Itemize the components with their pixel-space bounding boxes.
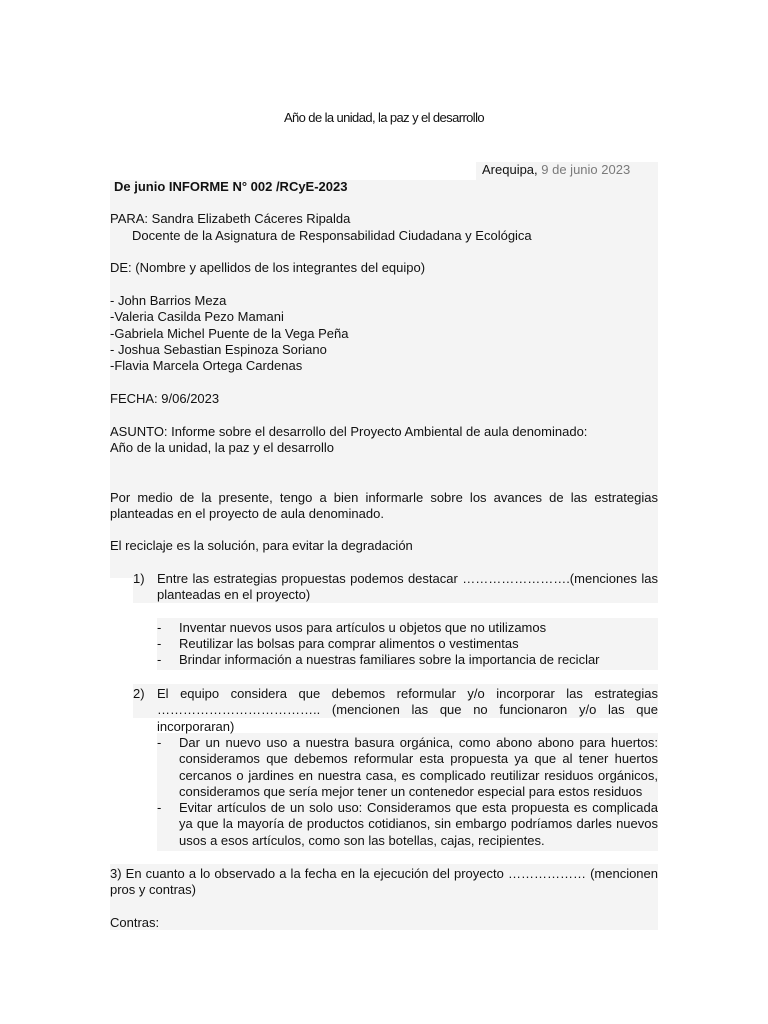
bullet-dash: - <box>157 652 162 667</box>
para-line: PARA: Sandra Elizabeth Cáceres Ripalda <box>110 211 351 226</box>
date: 9 de junio 2023 <box>541 162 631 177</box>
asunto-line: ASUNTO: Informe sobre el desarrollo del Proyecto Ambiental de aula denominado: <box>110 424 588 439</box>
item1-text: Entre las estrategias propuestas podemos destacar …………………….(menciones las planteadas en el proyecto) <box>157 571 658 603</box>
item3-text: 3) En cuanto a lo observado a la fecha en la ejecución del proyecto ……………… (mencionen pros y contras) <box>110 866 658 898</box>
item2-text: El equipo considera que debemos reformular y/o incorporar las estrategias ……………………………….. (mencionen las que no funcionaron y/o las que incorporaran) <box>157 686 658 734</box>
report-number: De junio INFORME N° 002 /RCyE-2023 <box>114 179 348 194</box>
bullet-item: Inventar nuevos usos para artículos u objetos que no utilizamos <box>179 620 547 635</box>
bullet-item: Dar un nuevo uso a nuestra basura orgánica, como abono abono para huertos: consideramos que debemos reformular esta propuesta ya que al tener huertos cercanos o jardines en nuestra casa, es complicado reutilizar residuos orgánicos, consideramos que sería mejor tener un contenedor especial para estos residuos <box>179 735 658 799</box>
bullet-item: Reutilizar las bolsas para comprar alimentos o vestimentas <box>179 636 519 651</box>
intro-paragraph: Por medio de la presente, tengo a bien informarle sobre los avances de las estrategias planteadas en el proyecto de aula denominado. <box>110 490 658 522</box>
bullet-dash: - <box>157 636 162 651</box>
item1-number: 1) <box>133 571 145 586</box>
bullet-dash: - <box>157 735 162 750</box>
bullet-dash: - <box>157 800 162 815</box>
member: -Valeria Casilda Pezo Mamani <box>110 309 284 324</box>
item2-number: 2) <box>133 686 145 701</box>
contras-label: Contras: <box>110 915 160 930</box>
bullet-dash: - <box>157 620 162 635</box>
city: Arequipa, <box>482 162 542 177</box>
bullet-item: Brindar información a nuestras familiares sobre la importancia de reciclar <box>179 652 600 667</box>
asunto-subject: Año de la unidad, la paz y el desarrollo <box>110 440 335 455</box>
de-line: DE: (Nombre y apellidos de los integrantes del equipo) <box>110 260 426 275</box>
member: -Flavia Marcela Ortega Cardenas <box>110 358 303 373</box>
document-title: Año de la unidad, la paz y el desarrollo <box>283 110 485 125</box>
member: - Joshua Sebastian Espinoza Soriano <box>110 342 327 357</box>
reciclaje-line: El reciclaje es la solución, para evitar la degradación <box>110 538 413 553</box>
date-line <box>482 162 630 178</box>
member: -Gabriela Michel Puente de la Vega Peña <box>110 326 349 341</box>
fecha-line: FECHA: 9/06/2023 <box>110 391 220 406</box>
bullet-item: Evitar artículos de un solo uso: Consideramos que esta propuesta es complicada ya que la mayoría de productos cotidianos, sin embargo podríamos darles nuevos usos a esos artículos, como son las botellas, cajas, recipientes. <box>179 800 658 848</box>
member: - John Barrios Meza <box>110 293 227 308</box>
para-role: Docente de la Asignatura de Responsabilidad Ciudadana y Ecológica <box>132 228 532 243</box>
